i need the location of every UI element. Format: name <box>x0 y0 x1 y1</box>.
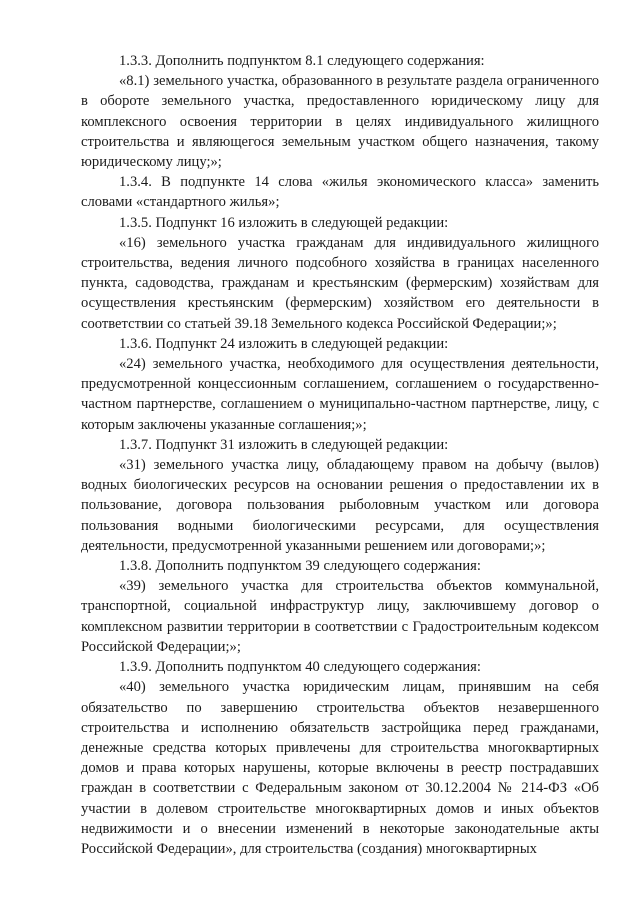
clause-1-3-3-heading: 1.3.3. Дополнить подпунктом 8.1 следующего содержания: <box>119 53 485 69</box>
document-body <box>81 51 599 859</box>
clause-24-text: «24) земельного участка, необходимого для осуществления деятельности, предусмотренной концессионным соглашением, соглашением о государственно-частном партнерстве, соглашением о муниципально-частном партнерстве, лицу, с которым заключены указанные соглашения;»; <box>81 356 599 433</box>
clause-1-3-4-text: 1.3.4. В подпункте 14 слова «жилья экономического класса» заменить словами «стандартного жилья»; <box>81 174 599 211</box>
clause-8-1-text: «8.1) земельного участка, образованного в результате раздела ограниченного в обороте земельного участка, предоставленного юридическому лицу для комплексного освоения территории в целях индивидуального жилищного строительства и являющегося земельным участком общего назначения, такому юридическому лицу;»; <box>81 73 599 171</box>
clause-16-text: «16) земельного участка гражданам для индивидуального жилищного строительства, ведения личного подсобного хозяйства в границах населенного пункта, садоводства, гражданам и крестьянским (фермерским) хозяйствам для осуществления крестьянским (фермерским) хозяйством его деятельности в соответствии со статьей 39.18 Земельного кодекса Российской Федерации;»; <box>81 234 599 332</box>
clause-40-text: «40) земельного участка юридическим лицам, принявшим на себя обязательство по завершению строительства объектов незавершенного строительства и исполнению обязательств застройщика перед гражданами, денежные средства которых привлечены для строительства многоквартирных домов и права которых нарушены, которые включены в реестр пострадавших граждан в соответствии с Федеральным законом от 30.12.2004 № 214-ФЗ «Об участии в долевом строительстве многоквартирных домов и иных объектов недвижимости и о внесении изменений в некоторые законодательные акты Российской Федерации», для строительства (создания) многоквартирных <box>81 679 599 857</box>
clause-39-text: «39) земельного участка для строительства объектов коммунальной, транспортной, социальной инфраструктур лицу, заключившему договор о комплексном развитии территории в соответствии с Градостроительным кодексом Российской Федерации;»; <box>81 578 599 655</box>
clause-31-text: «31) земельного участка лицу, обладающему правом на добычу (вылов) водных биологических ресурсов на основании решения о предоставлении их в пользование, договора пользования рыболовным участком или договора пользования водными биологическими ресурсами, для осуществления деятельности, предусмотренной указанными решением или договорами;»; <box>81 457 599 554</box>
clause-1-3-7-heading: 1.3.7. Подпункт 31 изложить в следующей редакции: <box>119 436 449 453</box>
clause-1-3-9-heading: 1.3.9. Дополнить подпунктом 40 следующего содержания: <box>119 659 481 676</box>
clause-1-3-5-heading: 1.3.5. Подпункт 16 изложить в следующей редакции: <box>119 214 449 231</box>
clause-1-3-8-heading: 1.3.8. Дополнить подпунктом 39 следующего содержания: <box>119 558 481 575</box>
clause-1-3-6-heading: 1.3.6. Подпункт 24 изложить в следующей редакции: <box>119 335 449 352</box>
